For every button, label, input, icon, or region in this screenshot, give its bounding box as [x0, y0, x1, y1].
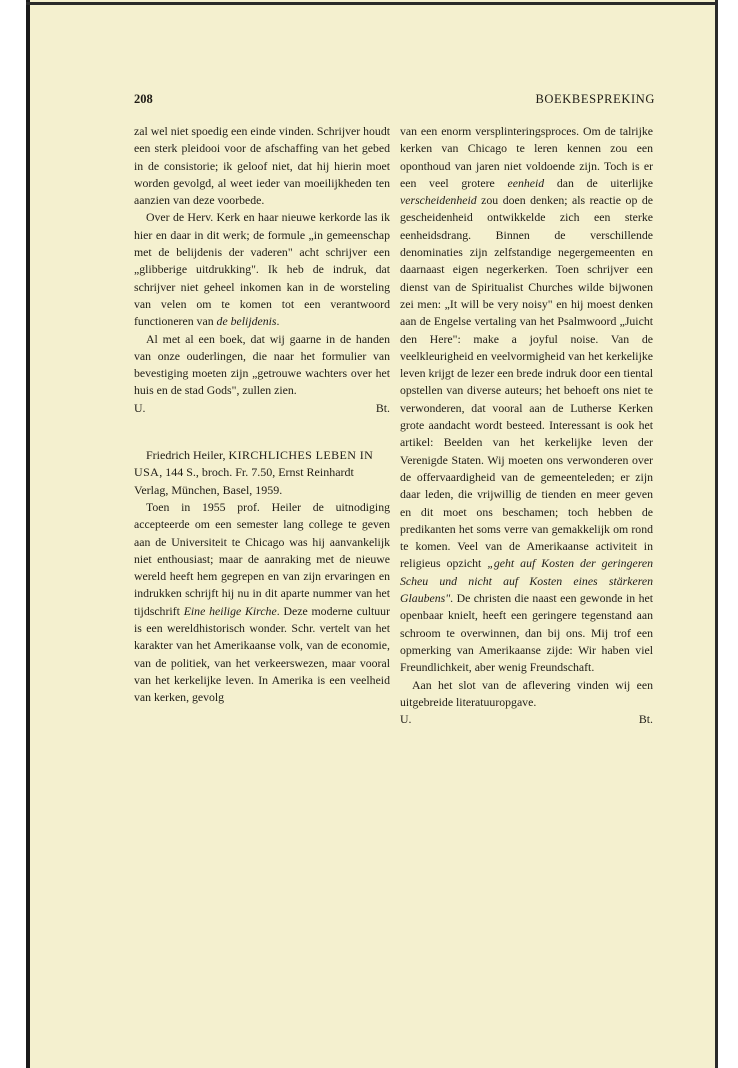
paragraph-churches: van een enorm versplinteringsproces. Om de talrijke kerken van Chicago te leren kennen zou een oponthoud van jaren niet voldoende zijn. Toch is er een veel grotere eenheid dan de uiterlijke verscheidenheid zou doen denken; als reactie op de gescheidenheid ontwikkelde zich een sterke eenheidsdrang. Binnen de verschillende denominaties zijn zelfstandige negergemeenten en daarnaast eigen negerkerken. Toen schrijver een dienst van de Spiritualist Churches wilde bijwonen zei men: „It will be very noisy" en hij moest denken aan de Engelse vertaling van het Psalmwoord „Juicht den Here": make a joyful noise. Van de veelkleurigheid en veelvormigheid van het kerkelijke leven krijgt de lezer een brede indruk door een tiental opstellen van diverse auteurs; het behoeft ons niet te verwonderen, dat vooral aan de Lutherse Kerken grote aandacht wordt besteed. Interessant is ook het artikel: Beelden van het kerkelijke leven der Verenigde Staten. Wij moeten ons verwonderen over de offervaardigheid van de gemeenteleden; er zijn daar leden, die vrijwillig de tienden en meer geven en dit moet ons beschamen; toch hebben de predikanten het soms verre van gemakkelijk om rond te komen. Veel van de Amerikaanse activiteit in religieus opzicht „geht auf Kosten der geringeren Scheu und nicht auf Kosten eines stärkeren Glaubens". De christen die naast een gewonde in het openbaar knielt, heeft een geringere tegenstand aan schroom te overwinnen, dan bij ons. Mij trof een opmerking van Amerikaanse zijde: Wir haben viel Freundlichkeit, aber wenig Freundschaft.	[400, 124, 653, 675]
paragraph-literature: Aan het slot van de aflevering vinden wij een uitgebreide literatuuropgave.	[400, 677, 653, 709]
scan-left-border	[26, 0, 30, 1068]
paragraph-kerkorde: Over de Herv. Kerk en haar nieuwe kerkorde las ik hier en daar in dit werk; de formule „in gemeenschap met de belijdenis der vaderen" acht schrijver een „glibberige uitdrukking". Ik heb de indruk, dat schrijver niet geheel inkomen kan in de worsteling van velen om te komen tot een verantwoord functioneren van de belijdenis.	[134, 210, 390, 329]
paragraph-heiler: Toen in 1955 prof. Heiler de uitnodiging accepteerde om een semester lang college te geven aan de Universiteit te Chicago was hij aanvankelijk niet enthousiast; maar de aanraking met de nieuwe wereld heeft hem gegrepen en van zijn ervaringen en indrukken schrijft hij nu in dit aparte nummer van het tijdschrift Eine heilige Kirche. Deze moderne cultuur is een wereldhistorisch wonder. Schr. vertelt van het karakter van het Amerikaanse volk, van de economie, van de politiek, van het verkeerswezen, maar vooral van het kerkelijke leven. In Amerika is een veelheid van kerken, gevolg	[134, 499, 390, 705]
signature-author: Bt.	[375, 400, 390, 415]
page-header	[134, 92, 655, 112]
emphasis-quote: „geht auf Kosten der geringeren Scheu und nicht auf Kosten eines stärkeren Glaubens"	[400, 556, 653, 606]
scan-right-margin	[718, 0, 738, 1068]
paragraph-consistorie: zal wel niet spoedig een einde vinden. Schrijver houdt een sterk pleidooi voor de afschaffing van het gebed in de consistorie; ik geloof niet, dat hij hierin moet worden gevolgd, al weet ieder van moeilijkheden ten aanzien van deze voorbede.	[134, 124, 390, 208]
scan-left-margin	[0, 0, 26, 1068]
signature-author-2: Bt.	[638, 712, 653, 727]
section-spacer	[134, 417, 390, 447]
review-signature	[134, 400, 390, 417]
review-signature-2	[400, 711, 653, 728]
emphasis-verscheidenheid: verscheidenheid	[400, 193, 477, 208]
book-citation: Friedrich Heiler, KIRCHLICHES LEBEN IN USA, 144 S., broch. Fr. 7.50, Ernst Reinhardt Verlag, München, Basel, 1959.	[134, 448, 374, 497]
scan-top-border	[26, 2, 718, 5]
emphasis-journal-title: Eine heilige Kirche	[183, 603, 277, 618]
scan-right-border	[715, 0, 718, 1068]
book-title: KIRCHLICHES LEBEN IN USA	[134, 448, 374, 480]
page-number: 208	[134, 92, 153, 106]
left-column	[134, 123, 390, 707]
signature-initial-2: U.	[400, 712, 412, 727]
running-title: BOEKBESPREKING	[535, 92, 655, 106]
emphasis-eenheid: eenheid	[507, 175, 545, 190]
emphasis-belijdenis: de belijdenis	[216, 314, 277, 329]
paragraph-conclusion: Al met al een boek, dat wij gaarne in de handen van onze ouderlingen, die naar het formulier van bevestiging moeten zijn „getrouwe wachters over het huis en de stad Gods", zullen zien.	[134, 331, 390, 398]
signature-initial: U.	[134, 400, 146, 415]
right-column	[400, 123, 653, 728]
